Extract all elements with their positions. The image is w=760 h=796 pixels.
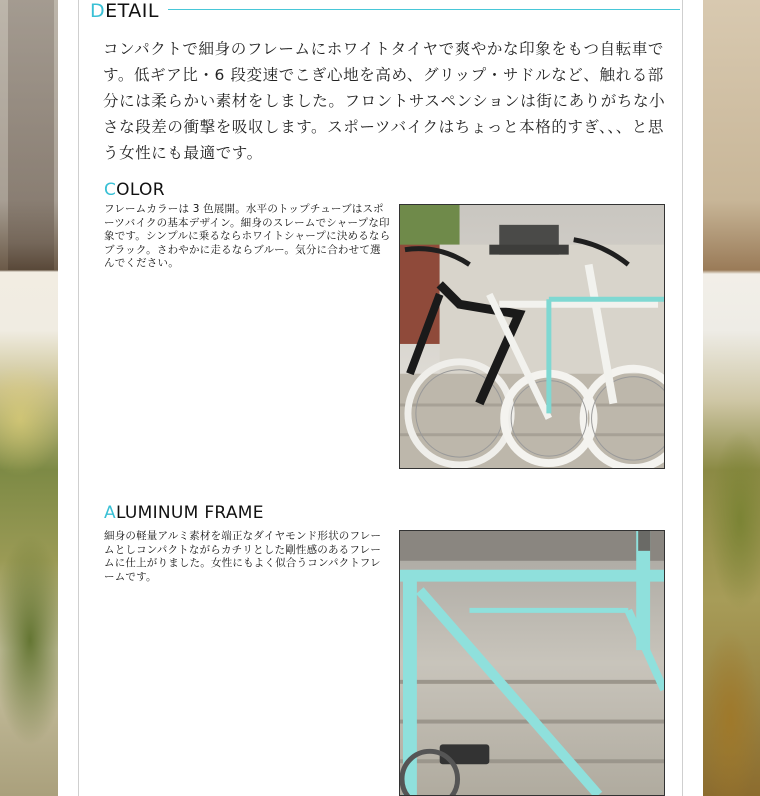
aluminum-frame-heading-rest: LUMINUM FRAME — [115, 503, 264, 523]
frame-closeup-photo-image — [400, 531, 664, 795]
color-heading-rest: OLOR — [116, 180, 165, 200]
aluminum-frame-heading-initial: A — [104, 503, 116, 523]
color-heading-initial: C — [104, 180, 117, 200]
bicycles-photo — [399, 204, 665, 469]
detail-heading-rest: ETAIL — [105, 0, 159, 22]
detail-description: コンパクトで細身のフレームにホワイトタイヤで爽やかな印象をもつ自転車です。低ギア比・6 段変速でこぎ心地を高め、グリップ・サドルなど、触れる部分には柔らかい素材をしました。フロントサスペンションは街にありがちな小さな段差の衝撃を吸収します。スポーツバイクはちょっと本格的すぎ、、、と思う女性にも最適です。 — [103, 40, 666, 162]
color-description: フレームカラーは 3 色展開。水平のトップチューブはスポーツバイクの基本デザイン。細身のスレームでシャープな印象です。シンプルに乗るならホワイトシャープに決めるならブラック。さわやかに走るならブルー。気分に合わせて選んでください。 — [104, 203, 391, 270]
color-heading — [104, 180, 165, 200]
frame-closeup-photo — [399, 530, 665, 796]
background-photo-right — [700, 0, 760, 796]
detail-heading-initial: D — [90, 0, 106, 22]
bicycles-photo-image — [400, 205, 664, 468]
detail-heading — [90, 0, 159, 22]
aluminum-frame-heading — [104, 503, 264, 523]
detail-heading-rule — [168, 9, 680, 10]
aluminum-frame-description: 細身の軽量アルミ素材を端正なダイヤモンド形状のフレームとしコンパクトながらカチリとした剛性感のあるフレームに仕上がりました。女性にもよく似合うコンパクトフレームです。 — [104, 530, 382, 583]
